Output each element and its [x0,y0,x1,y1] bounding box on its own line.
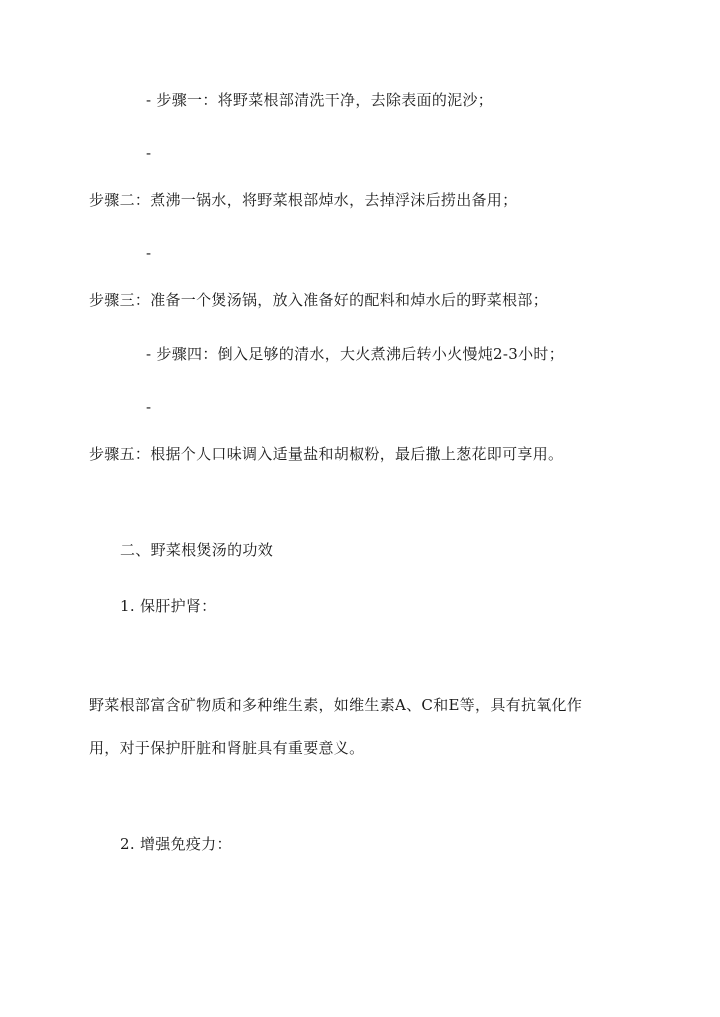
step-3: 步骤三：准备一个煲汤锅，放入准备好的配料和焯水后的野菜根部； [89,291,549,309]
item-1-line-2: 用，对于保护肝脏和肾脏具有重要意义。 [89,739,365,757]
step-5: 步骤五：根据个人口味调入适量盐和胡椒粉，最后撒上葱花即可享用。 [89,445,564,463]
step-1: - 步骤一：将野菜根部清洗干净，去除表面的泥沙； [146,91,494,109]
step-5-dash: - [146,398,152,416]
item-1-title: 1. 保肝护肾： [120,597,217,615]
step-2-dash: - [146,144,152,162]
step-3-dash: - [146,244,152,262]
item-1-line-1: 野菜根部富含矿物质和多种维生素，如维生素A、C和E等，具有抗氧化作 [89,696,583,714]
step-4: - 步骤四：倒入足够的清水，大火煮沸后转小火慢炖2-3小时； [146,345,564,363]
step-2: 步骤二：煮沸一锅水，将野菜根部焯水，去掉浮沫后捞出备用； [89,191,518,209]
section-heading: 二、野菜根煲汤的功效 [120,541,274,559]
item-2-title: 2. 增强免疫力： [120,835,232,853]
